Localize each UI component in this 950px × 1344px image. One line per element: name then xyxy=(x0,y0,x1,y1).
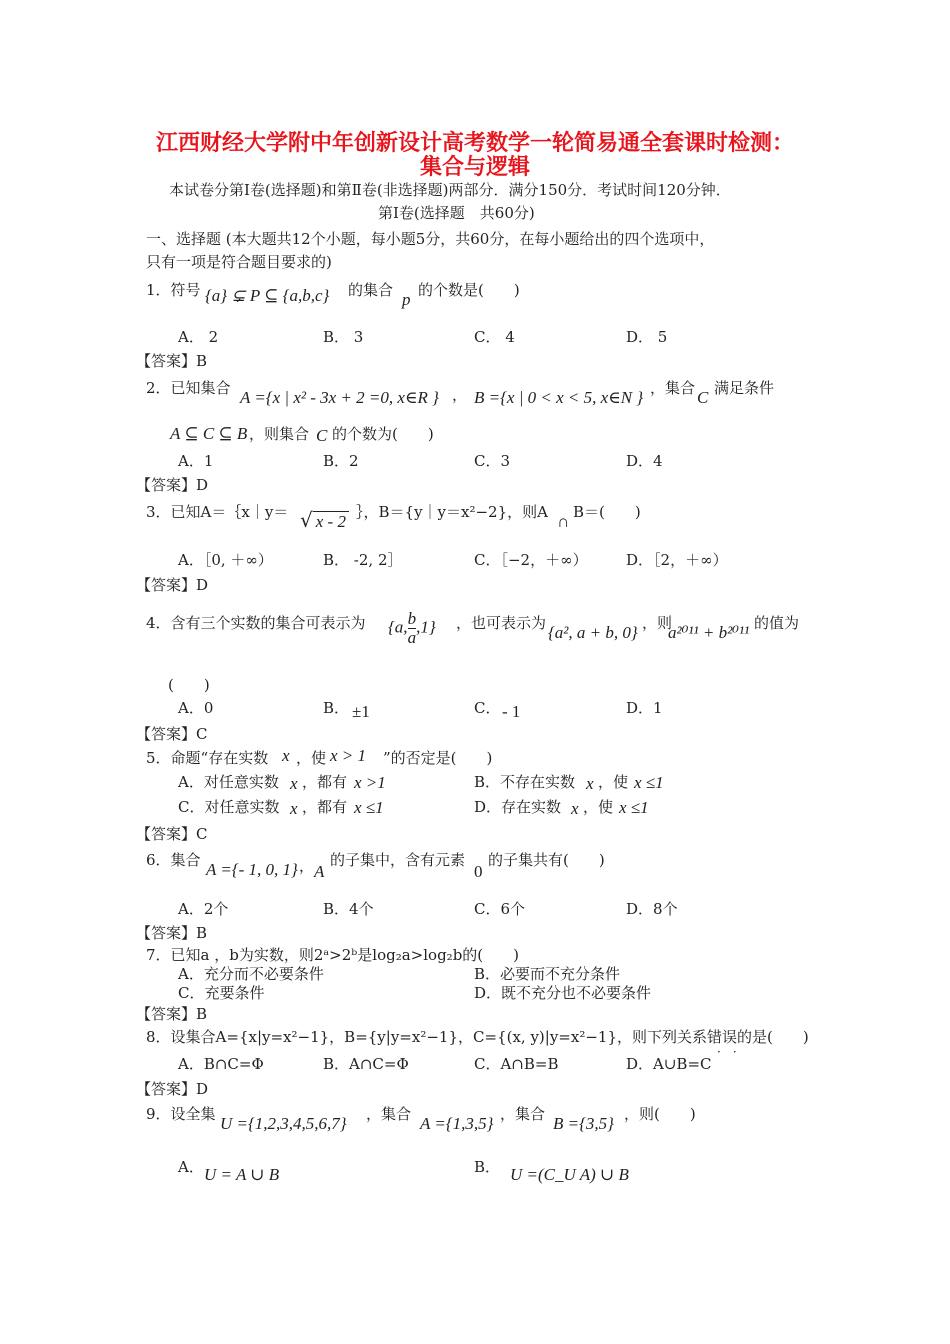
question-7-answer: 【答案】B xyxy=(136,1005,208,1023)
question-2-line2-text: ，则集合 xyxy=(249,425,310,443)
question-5-var: x xyxy=(282,746,290,765)
question-5-option-c: C．对任意实数 xyxy=(178,798,280,816)
question-1-option-b: B． 3 xyxy=(323,328,364,346)
question-4-expression: a²⁰¹¹ + b²⁰¹¹ xyxy=(668,623,750,642)
question-4-set-one xyxy=(388,610,436,647)
question-2-suffix: 满足条件 xyxy=(714,379,775,397)
question-6-separator: ， xyxy=(299,857,315,875)
question-8-option-b: B．A∩C=Φ xyxy=(323,1055,409,1073)
question-4-option-b: B． xyxy=(323,699,350,717)
question-5-option-a-text: ，都有 xyxy=(302,773,348,791)
question-6-element: 0 xyxy=(474,862,483,881)
question-1-answer: 【答案】B xyxy=(136,352,208,370)
question-1-prefix: 1．符号 xyxy=(146,281,201,299)
question-4-answer: 【答案】C xyxy=(136,725,208,743)
question-2-option-d: D．4 xyxy=(626,452,663,470)
question-3-answer: 【答案】D xyxy=(136,576,209,594)
question-2-set-b: B ={x | 0 < x < 5, x∈N } xyxy=(474,388,644,407)
question-5-option-d: D．存在实数 xyxy=(474,798,562,816)
exam-intro: 本试卷分第Ⅰ卷(选择题)和第Ⅱ卷(非选择题)两部分．满分150分．考试时间120分钟． xyxy=(169,181,731,199)
question-5-suffix: ”的否定是( ) xyxy=(383,749,493,767)
question-8-option-c: C．A∩B=B xyxy=(474,1055,559,1073)
question-6-suffix: 的子集共有( ) xyxy=(488,851,605,869)
question-1-math: {a} ⊊ P ⊆ {a,b,c} xyxy=(205,286,330,305)
question-1-var: p xyxy=(402,290,411,309)
question-2-set-a: A ={x | x² - 3x + 2 =0, x∈R } xyxy=(240,388,439,407)
question-8-stem: 8．设集合A={x|y=x²−1}，B={y|y=x²−1}，C={(x, y)|y=x²−1}，则下列关系错误的是( ) xyxy=(146,1028,809,1046)
question-9-option-a: A． xyxy=(178,1158,204,1176)
question-9-suffix: ，则( ) xyxy=(624,1105,696,1123)
question-5-prefix: 5．命题“存在实数 xyxy=(146,749,269,767)
question-4-paren: ( ) xyxy=(168,676,210,694)
fraction-denominator: a xyxy=(407,628,417,647)
document-title-line1: 江西财经大学附中年创新设计高考数学一轮简易通全套课时检测： xyxy=(155,131,794,156)
question-6-prefix: 6．集合 xyxy=(146,851,201,869)
question-3-prefix: 3．已知A＝｛x｜y＝ xyxy=(146,503,289,521)
question-7-option-d: D．既不充分也不必要条件 xyxy=(474,984,652,1002)
question-7-option-a: A．充分而不必要条件 xyxy=(178,965,324,983)
question-3-option-d: D．［2，＋∞） xyxy=(626,551,728,569)
question-5-condition: x > 1 xyxy=(330,746,367,765)
question-8-answer: 【答案】D xyxy=(136,1080,209,1098)
question-8-option-a: A．B∩C=Φ xyxy=(178,1055,264,1073)
question-1-option-c: C． 4 xyxy=(474,328,515,346)
question-5-answer: 【答案】C xyxy=(136,825,208,843)
question-3-sqrt xyxy=(300,508,349,532)
question-2-condition: A ⊆ C ⊆ B xyxy=(170,424,248,443)
question-9-middle-one: ，集合 xyxy=(366,1105,412,1123)
question-5-option-b: B．不存在实数 xyxy=(474,773,576,791)
document-title-line2: 集合与逻辑 xyxy=(419,155,530,180)
question-4-prefix: 4．含有三个实数的集合可表示为 xyxy=(146,614,366,632)
question-5-option-d-var: x xyxy=(571,799,579,818)
question-9-option-b: B． xyxy=(474,1158,501,1176)
question-1-option-d: D． 5 xyxy=(626,328,668,346)
question-3-option-c: C．［−2，＋∞） xyxy=(474,551,588,569)
question-2-option-c: C．3 xyxy=(474,452,511,470)
question-8-option-d: D．A∪B=C xyxy=(626,1055,712,1073)
part-one-heading: 第Ⅰ卷(选择题 共60分) xyxy=(378,204,535,222)
question-9-prefix: 9．设全集 xyxy=(146,1105,216,1123)
section-heading-line1: 一、选择题 (本大题共12个小题，每小题5分，共60分，在每小题给出的四个选项中， xyxy=(146,230,715,248)
question-3-suffix: B＝( ) xyxy=(573,503,641,521)
question-4-suffix: 的值为 xyxy=(754,614,800,632)
fraction-numerator: b xyxy=(407,609,417,628)
emphasis-dots-icon: · · xyxy=(717,1045,737,1059)
question-1 xyxy=(146,280,201,300)
question-5-middle: ，使 xyxy=(296,749,327,767)
question-3-intersection-symbol: ∩ xyxy=(557,512,570,531)
question-3-radicand: x - 2 xyxy=(313,511,349,532)
question-4-set-one-close: ,1} xyxy=(416,617,436,637)
question-5-option-c-var: x xyxy=(290,799,298,818)
question-2-prefix: 2．已知集合 xyxy=(146,379,231,397)
question-2-var: C xyxy=(697,388,709,407)
question-5-option-c-text: ，都有 xyxy=(302,798,348,816)
question-5-option-c-relation: x ≤1 xyxy=(354,798,384,817)
question-4-middle-two: ，则 xyxy=(642,614,673,632)
question-6-option-a: A．2个 xyxy=(178,900,229,918)
question-9-option-b-math: U =(C_U A) ∪ B xyxy=(510,1165,629,1184)
question-1-option-a: A． 2 xyxy=(178,328,219,346)
question-4-option-b-value: ±1 xyxy=(352,702,370,721)
question-3-middle: ｝，B＝{y｜y＝x²−2}，则A xyxy=(356,503,548,521)
question-4-fraction xyxy=(408,610,417,647)
question-9-universal-set: U ={1,2,3,4,5,6,7} xyxy=(220,1114,347,1133)
question-2-option-b: B．2 xyxy=(323,452,359,470)
question-9-set-b: B ={3,5} xyxy=(553,1114,614,1133)
question-2-line2-suffix: 的个数为( ) xyxy=(332,425,434,443)
question-2-line2-var: C xyxy=(316,426,328,445)
question-4-option-c-value: - 1 xyxy=(502,702,521,721)
question-4-middle-one: ，也可表示为 xyxy=(456,614,547,632)
question-2-middle: ，集合 xyxy=(650,379,696,397)
question-6-var: A xyxy=(314,862,325,881)
question-3-option-a: A．［0, ＋∞） xyxy=(178,551,273,569)
question-3-option-b: B． -2, 2］ xyxy=(323,551,403,569)
radical-sign-icon: √ xyxy=(300,508,313,532)
question-2-answer: 【答案】D xyxy=(136,476,209,494)
question-1-middle: 的集合 xyxy=(348,281,394,299)
question-9-middle-two: ，集合 xyxy=(500,1105,546,1123)
question-4-option-a: A．0 xyxy=(178,699,214,717)
question-4-set-one-open: {a, xyxy=(388,617,408,637)
question-7-option-c: C．充要条件 xyxy=(178,984,265,1002)
question-1-suffix: 的个数是( ) xyxy=(418,281,520,299)
question-4-set-two: {a², a + b, 0} xyxy=(548,623,638,642)
question-9-option-a-math: U = A ∪ B xyxy=(204,1165,280,1184)
question-7-option-b: B．必要而不充分条件 xyxy=(474,965,621,983)
question-4-option-d: D．1 xyxy=(626,699,663,717)
question-7-stem: 7．已知a ，b为实数，则2ᵃ>2ᵇ是log₂a>log₂b的( ) xyxy=(146,946,520,964)
question-5-option-b-relation: x ≤1 xyxy=(634,773,664,792)
question-5-option-d-text: ，使 xyxy=(583,798,614,816)
question-5-option-b-var: x xyxy=(586,774,594,793)
question-6-middle: 的子集中，含有元素 xyxy=(330,851,466,869)
question-6-set: A ={- 1, 0, 1} xyxy=(206,860,298,879)
question-2-separator: ， xyxy=(452,386,468,404)
question-9-set-a: A ={1,3,5} xyxy=(420,1114,494,1133)
question-6-option-b: B．4个 xyxy=(323,900,374,918)
question-6-option-d: D．8个 xyxy=(626,900,678,918)
question-2-option-a: A．1 xyxy=(178,452,214,470)
question-5-option-a-relation: x >1 xyxy=(354,773,386,792)
question-5-option-d-relation: x ≤1 xyxy=(619,798,649,817)
question-5-option-a: A．对任意实数 xyxy=(178,773,279,791)
question-5-option-b-text: ，使 xyxy=(598,773,629,791)
question-6-option-c: C．6个 xyxy=(474,900,526,918)
question-5-option-a-var: x xyxy=(290,774,298,793)
question-6-answer: 【答案】B xyxy=(136,924,208,942)
question-4-option-c: C． xyxy=(474,699,501,717)
section-heading-line2: 只有一项是符合题目要求的) xyxy=(146,253,332,271)
